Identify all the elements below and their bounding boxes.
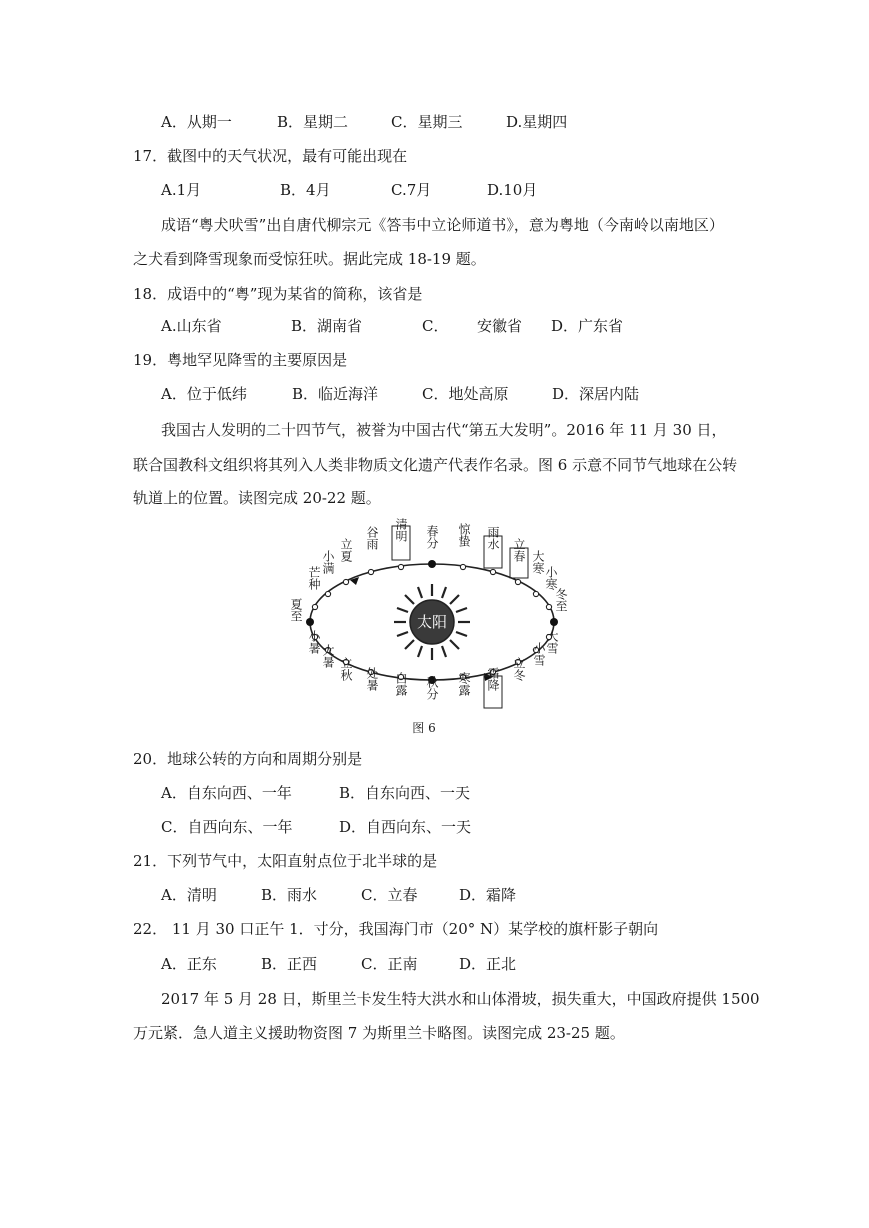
q19-option-a: A．位于低纬: [161, 385, 247, 403]
label-yushui: 雨水: [486, 526, 500, 550]
q17-option-c: C.7月: [391, 181, 432, 199]
label-xiaohan: 小寒: [544, 566, 558, 590]
intro18-line1: 成语“粤犬吠雪”出自唐代柳宗元《答韦中立论师道书》，意为粤地（今南岭以南地区）: [161, 216, 724, 234]
label-liqiu: 立秋: [339, 657, 353, 681]
q22-option-a: A．正东: [161, 955, 217, 973]
q21-option-a: A．清明: [161, 886, 217, 904]
q20-option-a: A．自东向西、一年: [161, 784, 292, 802]
label-jingzhe: 惊蛰: [457, 523, 471, 547]
point-dahan: [533, 591, 538, 596]
q16-option-a: A．从期一: [161, 113, 232, 131]
point-guyu: [368, 569, 373, 574]
label-dahan: 大寒: [531, 550, 545, 574]
label-dashu: 大暑: [321, 644, 335, 668]
label-daxue: 大雪: [545, 630, 559, 654]
label-dongzhi: 冬至: [554, 588, 568, 612]
label-chushu: 处暑: [365, 667, 379, 691]
q19-option-b: B．临近海洋: [292, 385, 379, 403]
solar-terms-orbit-figure: [288, 518, 568, 738]
q17-option-a: A.1月: [161, 181, 202, 199]
intro20-line3: 轨道上的位置。读图完成 20-22 题。: [133, 489, 381, 507]
sun-label: 太阳: [416, 613, 448, 631]
q17-stem: 17．截图中的天气状况，最有可能出现在: [133, 147, 408, 165]
point-jingzhe: [460, 564, 465, 569]
q22-option-b: B．正西: [261, 955, 318, 973]
point-lixia: [343, 579, 348, 584]
q19-option-d: D．深居内陆: [552, 385, 640, 403]
label-hanlu: 寒露: [457, 672, 471, 696]
intro23-line1: 2017 年 5 月 28 日，斯里兰卡发生特大洪水和山体滑坡，损失重大，中国政府提供 1500: [161, 990, 760, 1008]
label-lichun: 立春: [512, 538, 526, 562]
intro20-line2: 联合国教科文组织将其列入人类非物质文化遗产代表作名录。图 6 示意不同节气地球在公转: [133, 456, 738, 474]
q19-option-c: C．地处高原: [422, 385, 509, 403]
q18-stem: 18．成语中的“粤”现为某省的简称，该省是: [133, 285, 423, 303]
q19-stem: 19．粤地罕见降雪的主要原因是: [133, 351, 348, 369]
q21-option-d: D．霜降: [459, 886, 517, 904]
q22-stem: 22． 11 月 30 口正午 1．寸分，我国海门市（20° N）某学校的旗杆影子朝向: [133, 920, 659, 938]
label-mangzhong: 芒种: [307, 566, 321, 590]
q18-option-b: B．湖南省: [291, 317, 363, 335]
label-chunfen: 春分: [425, 525, 439, 549]
point-yushui: [490, 569, 495, 574]
label-guyu: 谷雨: [365, 526, 379, 550]
label-xiaoxue: 小雪: [532, 642, 546, 666]
q18-option-a: A.山东省: [161, 317, 222, 335]
q20-stem: 20．地球公转的方向和周期分别是: [133, 750, 363, 768]
q21-stem: 21．下列节气中，太阳直射点位于北半球的是: [133, 852, 438, 870]
point-mangzhong: [312, 604, 317, 609]
intro23-line2: 万元紧．急人道主义援助物资图 7 为斯里兰卡略图。读图完成 23-25 题。: [133, 1024, 625, 1042]
point-xiaohan: [546, 604, 551, 609]
label-xiaoshu: 小暑: [307, 630, 321, 654]
point-lichun: [515, 579, 520, 584]
label-qingming: 清明: [394, 518, 408, 542]
label-xiaoman: 小满: [321, 550, 335, 574]
q21-option-b: B．雨水: [261, 886, 318, 904]
q21-option-c: C．立春: [361, 886, 418, 904]
label-lixia: 立夏: [339, 538, 353, 562]
q20-option-c: C．自西向东、一年: [161, 818, 293, 836]
q18-option-c-letter: C．: [422, 317, 449, 335]
point-qingming: [398, 564, 403, 569]
label-xiazhi: 夏至: [289, 598, 303, 622]
q18-option-c-text: 安徽省: [477, 317, 523, 335]
q16-option-d: D.星期四: [506, 113, 568, 131]
q16-option-b: B．星期二: [277, 113, 349, 131]
point-xiazhi: [306, 618, 314, 626]
q18-option-d: D．广东省: [551, 317, 624, 335]
label-bailu: 白露: [394, 672, 408, 696]
label-qiufen: 秋分: [425, 676, 439, 700]
label-shuangjiang: 霜降: [486, 667, 500, 691]
intro18-line2: 之犬看到降雪现象而受惊狂吠。据此完成 18-19 题。: [133, 250, 486, 268]
q22-option-d: D．正北: [459, 955, 517, 973]
orbit-diagram: [288, 518, 568, 738]
point-chunfen: [428, 560, 436, 568]
point-dongzhi: [550, 618, 558, 626]
q17-option-d: D.10月: [487, 181, 538, 199]
q20-option-d: D．自西向东、一天: [339, 818, 472, 836]
q20-option-b: B．自东向西、一天: [339, 784, 471, 802]
q16-option-c: C．星期三: [391, 113, 463, 131]
intro20-line1: 我国古人发明的二十四节气，被誉为中国古代“第五大发明”。2016 年 11 月 30 日，: [161, 421, 727, 439]
q22-option-c: C．正南: [361, 955, 418, 973]
label-lidong: 立冬: [512, 657, 526, 681]
q17-option-b: B．4月: [280, 181, 331, 199]
figure-caption: 图 6: [412, 721, 436, 735]
point-xiaoman: [325, 591, 330, 596]
